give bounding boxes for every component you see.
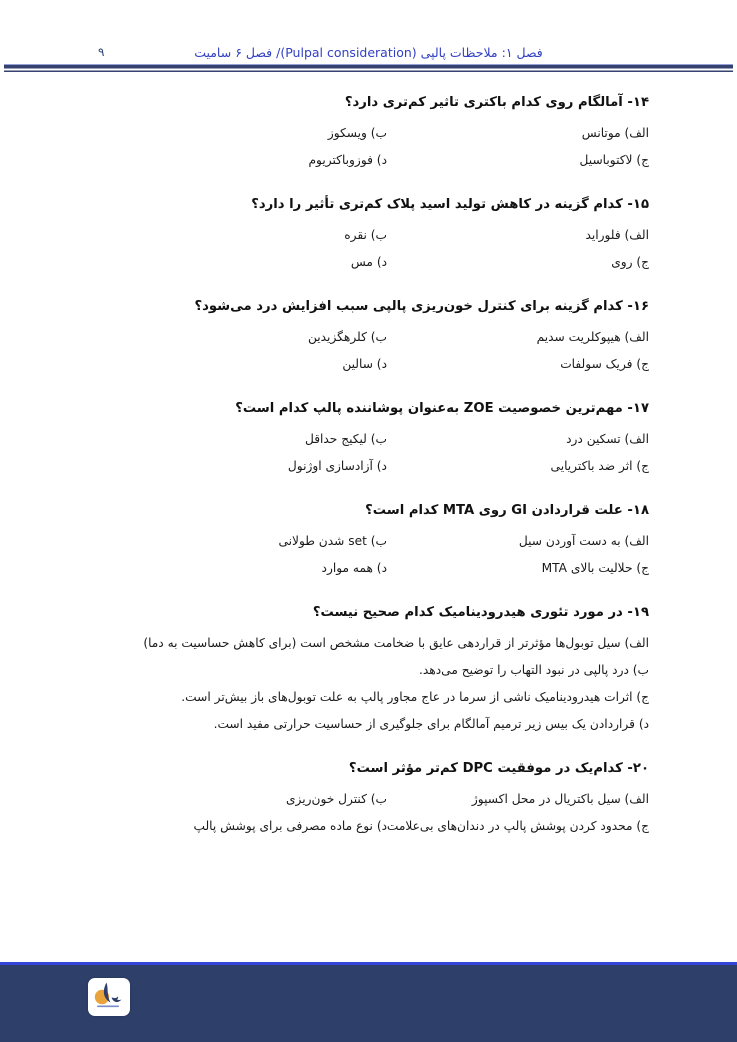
option-alef: الف) به دست آوردن سیل <box>518 534 649 548</box>
option-jim: ج) اثر ضد باکتریایی <box>550 459 649 473</box>
question-heading: ۱۴- آمالگام روی کدام باکتری تاثیر کم‌تری دارد؟ <box>344 95 649 110</box>
question-heading: ۱۷- مهم‌ترین خصوصیت ZOE به‌عنوان پوشاننده پالپ کدام است؟ <box>235 401 649 416</box>
option-be: ب) کلرهگزیدین <box>307 330 387 344</box>
option-alef: الف) هیپوکلریت سدیم <box>536 330 649 344</box>
option-jim: ج) محدود کردن پوشش پالپ در دندان‌های بی‌علامت <box>386 819 649 833</box>
option-row <box>87 453 649 480</box>
option-jim: ج) اثرات هیدرودینامیک ناشی از سرما در عاج مجاور پالپ به علت توبول‌های باز بیش‌تر است. <box>181 690 649 704</box>
option-be: ب) نقره <box>344 228 387 242</box>
header-chapter-title: فصل ۱: ملاحظات پالپی (Pulpal consideration)/ فصل ۶ سامیت <box>194 45 543 60</box>
question-15 <box>87 196 649 276</box>
option-row <box>87 324 649 351</box>
question-19 <box>87 604 649 738</box>
option-dal: د) قراردادن یک بیس زیر ترمیم آمالگام برای جلوگیری از حساسیت حرارتی مفید است. <box>213 717 649 731</box>
question-20 <box>87 760 649 840</box>
question-heading: ۱۸- علت قراردادن GI روی MTA کدام است؟ <box>365 503 649 518</box>
question-14 <box>87 94 649 174</box>
question-heading: ۱۹- در مورد تئوری هیدرودینامیک کدام صحیح نیست؟ <box>312 605 649 620</box>
option-dal: د) سالین <box>342 357 387 371</box>
flame-drop-logo-icon <box>91 981 127 1013</box>
page-number: ۹ <box>98 45 105 59</box>
option-jim: ج) حلالیت بالای MTA <box>541 561 649 575</box>
option-row <box>87 351 649 378</box>
option-dal: د) آزادسازی اوژنول <box>287 459 387 473</box>
option-row <box>87 786 649 813</box>
option-be: ب) set شدن طولانی <box>278 534 387 548</box>
option-be: ب) کنترل خون‌ریزی <box>285 792 387 806</box>
option-dal: د) فوزوباکتریوم <box>308 153 387 167</box>
option-jim: ج) فریک سولفات <box>560 357 649 371</box>
publisher-logo <box>88 978 130 1016</box>
option-row <box>87 555 649 582</box>
option-row <box>87 528 649 555</box>
option-be: ب) ویسکوز <box>327 126 387 140</box>
question-16 <box>87 298 649 378</box>
option-row <box>87 426 649 453</box>
option-alef: الف) تسکین درد <box>566 432 649 446</box>
question-18 <box>87 502 649 582</box>
header-rule-divider <box>4 64 733 72</box>
question-17 <box>87 400 649 480</box>
option-alef: الف) فلوراید <box>585 228 649 242</box>
option-jim: ج) روی <box>611 255 649 269</box>
question-heading: ۲۰- کدام‌یک در موفقیت DPC کم‌تر مؤثر است؟ <box>348 761 649 776</box>
option-row <box>87 120 649 147</box>
option-row <box>87 249 649 276</box>
option-dal: د) مس <box>350 255 387 269</box>
option-be: ب) لیکیج حداقل <box>304 432 387 446</box>
option-jim: ج) لاکتوباسیل <box>579 153 649 167</box>
option-alef: الف) موتانس <box>581 126 649 140</box>
option-dal: د) همه موارد <box>321 561 387 575</box>
option-dal: د) نوع ماده مصرفی برای پوشش پالپ <box>193 819 387 833</box>
option-row <box>87 222 649 249</box>
question-heading: ۱۶- کدام گزینه برای کنترل خون‌ریزی پالپی سبب افزایش درد می‌شود؟ <box>194 299 649 314</box>
option-row <box>87 813 649 840</box>
option-alef: الف) سیل توبول‌ها مؤثرتر از قراردهی عایق با ضخامت مشخص است (برای کاهش حساسیت به دما) <box>143 636 649 650</box>
option-be: ب) درد پالپی در نبود التهاب را توضیح می‌دهد. <box>419 663 649 677</box>
option-alef: الف) سیل باکتریال در محل اکسپوژ <box>471 792 649 806</box>
option-row <box>87 147 649 174</box>
questions-area <box>87 94 649 862</box>
question-heading: ۱۵- کدام گزینه در کاهش تولید اسید پلاک کم‌تری تأثیر را دارد؟ <box>251 197 649 212</box>
